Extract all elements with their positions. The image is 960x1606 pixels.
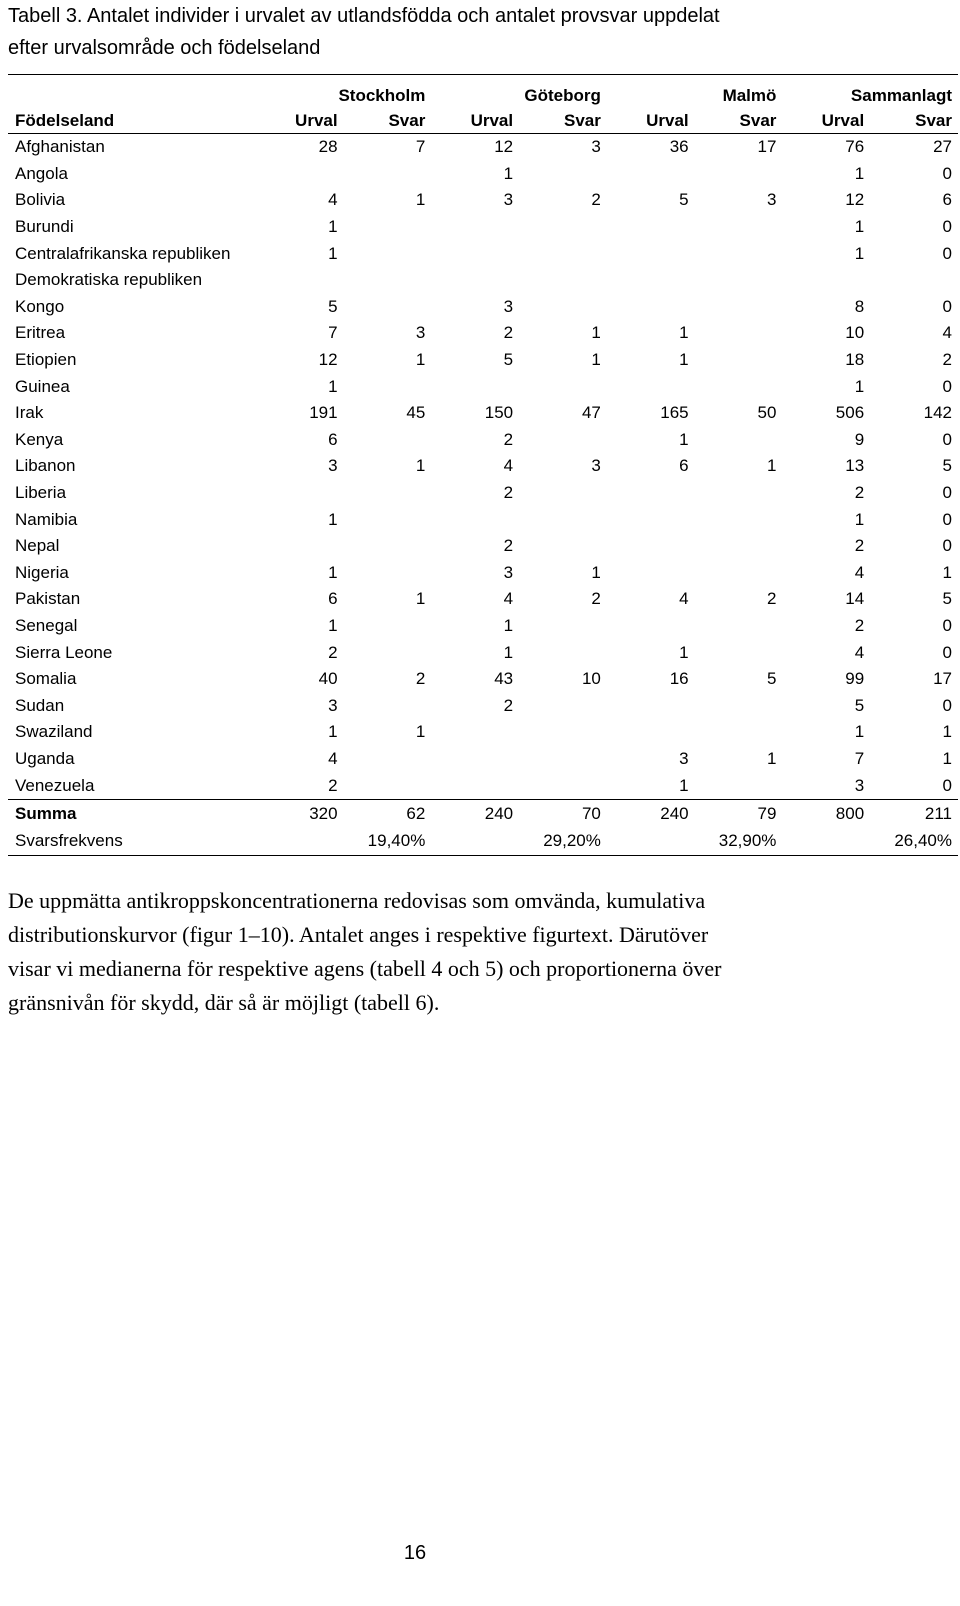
body-paragraph xyxy=(8,884,908,1020)
table-cell: 1 xyxy=(328,562,338,582)
table-row xyxy=(8,692,958,719)
country-cell: Bolivia xyxy=(15,190,66,210)
country-cell: Sierra Leone xyxy=(15,642,113,662)
paragraph-line-1: De uppmätta antikroppskoncentrationerna redovisas som omvända, kumulativa xyxy=(8,888,706,913)
table-cell xyxy=(519,214,607,241)
column-header: Urval xyxy=(782,109,870,134)
table-cell: 5 xyxy=(766,669,777,689)
table-cell xyxy=(344,560,432,587)
table-cell: 4 xyxy=(942,323,952,343)
country-cell: Uganda xyxy=(15,748,75,768)
table-cell: 800 xyxy=(782,799,870,828)
table-cell: 1 xyxy=(679,775,689,795)
table-cell xyxy=(344,294,432,321)
table-cell: 5 xyxy=(328,296,338,316)
column-header: Urval xyxy=(607,109,695,134)
table-cell: 0 xyxy=(942,163,952,183)
table-cell xyxy=(519,613,607,640)
table-cell: 3 xyxy=(591,456,601,476)
sum-row xyxy=(8,799,958,828)
table-cell xyxy=(695,613,783,640)
table-cell: 2 xyxy=(503,483,514,503)
table-cell xyxy=(431,506,519,533)
table-cell xyxy=(607,240,695,267)
table-cell xyxy=(256,267,344,294)
group-header: Malmö xyxy=(722,86,777,105)
table-cell xyxy=(695,320,783,347)
country-cell: Libanon xyxy=(15,456,76,476)
table-cell: 1 xyxy=(415,589,426,609)
table-cell: 2 xyxy=(591,190,601,210)
table-cell: 3 xyxy=(415,323,426,343)
table-cell: 9 xyxy=(854,429,865,449)
table-cell: 3 xyxy=(503,296,514,316)
column-header: Födelseland xyxy=(8,109,256,134)
table-cell: 40 xyxy=(318,669,338,689)
table-cell xyxy=(695,719,783,746)
table-cell xyxy=(519,506,607,533)
table-cell: 1 xyxy=(591,350,601,370)
table-row xyxy=(8,373,958,400)
table-cell: 1 xyxy=(328,509,338,529)
table-cell: 1 xyxy=(679,642,689,662)
table-row xyxy=(8,586,958,613)
table-cell xyxy=(256,480,344,507)
table-cell: 50 xyxy=(757,403,777,423)
column-header: Urval xyxy=(431,109,519,134)
column-header: Svar xyxy=(870,109,958,134)
table-cell xyxy=(695,480,783,507)
table-cell xyxy=(344,506,432,533)
group-header: Göteborg xyxy=(524,86,601,105)
table-cell: 211 xyxy=(870,799,958,828)
caption-line-1: Tabell 3. Antalet individer i urvalet av utlandsfödda och antalet provsvar uppdelat xyxy=(8,5,720,27)
table-cell: 1 xyxy=(591,323,601,343)
table-cell: 3 xyxy=(766,190,777,210)
table-cell: 4 xyxy=(679,589,689,609)
table-cell: 70 xyxy=(519,799,607,828)
table-cell: 5 xyxy=(503,350,514,370)
table-row xyxy=(8,400,958,427)
table-cell: 150 xyxy=(484,403,514,423)
country-cell: Nepal xyxy=(15,536,60,556)
table-row xyxy=(8,214,958,241)
table-cell: 2 xyxy=(415,669,426,689)
table-cell: 2 xyxy=(503,695,514,715)
table-cell: 1 xyxy=(328,376,338,396)
table-cell: 10 xyxy=(581,669,601,689)
page-number: 16 xyxy=(403,1542,427,1564)
table-cell: 32,90% xyxy=(607,828,783,856)
table-cell: 1 xyxy=(854,217,865,237)
table-cell: 3 xyxy=(503,562,514,582)
table-cell xyxy=(344,480,432,507)
country-cell: Liberia xyxy=(15,483,67,503)
table-cell xyxy=(607,480,695,507)
table-row xyxy=(8,480,958,507)
table-cell: 0 xyxy=(942,695,952,715)
table-cell: 1 xyxy=(415,456,426,476)
country-cell: Afghanistan xyxy=(15,137,105,157)
table-cell: 7 xyxy=(328,323,338,343)
country-cell: Etiopien xyxy=(15,350,77,370)
table-cell: 4 xyxy=(503,589,514,609)
table-cell xyxy=(695,560,783,587)
country-cell: Swaziland xyxy=(15,722,93,742)
table-cell: 1 xyxy=(591,562,601,582)
table-cell xyxy=(256,161,344,188)
table-cell xyxy=(695,214,783,241)
paragraph-line-4: gränsnivån för skydd, där så är möjligt (tabell 6). xyxy=(8,990,440,1015)
table-cell xyxy=(431,214,519,241)
table-cell xyxy=(344,427,432,454)
table-row xyxy=(8,267,958,294)
table-cell: 2 xyxy=(854,483,865,503)
column-header: Svar xyxy=(344,109,432,134)
table-row xyxy=(8,240,958,267)
table-cell: 0 xyxy=(942,376,952,396)
table-cell: 10 xyxy=(845,323,865,343)
table-row xyxy=(8,560,958,587)
table-cell xyxy=(344,533,432,560)
table-cell: 1 xyxy=(942,748,952,768)
country-cell: Kongo xyxy=(15,296,65,316)
country-cell: Centralafrikanska republiken xyxy=(15,243,231,263)
table-cell: 3 xyxy=(328,695,338,715)
table-row xyxy=(8,294,958,321)
table-cell xyxy=(344,639,432,666)
group-header: Sammanlagt xyxy=(850,86,952,105)
table-cell: 5 xyxy=(942,589,952,609)
table-cell: 2 xyxy=(503,536,514,556)
table-cell: 1 xyxy=(503,615,514,635)
country-cell: Kenya xyxy=(15,429,64,449)
table-cell: 6 xyxy=(328,589,338,609)
table-cell xyxy=(519,746,607,773)
table-cell: 3 xyxy=(854,775,865,795)
table-row xyxy=(8,533,958,560)
table-cell xyxy=(519,480,607,507)
table-row xyxy=(8,666,958,693)
table-cell: 240 xyxy=(431,799,519,828)
table-cell: 6 xyxy=(328,429,338,449)
table-cell: 4 xyxy=(328,748,338,768)
table-cell xyxy=(519,692,607,719)
table-cell xyxy=(695,294,783,321)
table-cell: 0 xyxy=(942,429,952,449)
table-cell: 165 xyxy=(660,403,689,423)
table-cell xyxy=(431,267,519,294)
table-cell: 7 xyxy=(415,137,426,157)
table-cell xyxy=(519,639,607,666)
response-rate-row xyxy=(8,828,958,856)
table-cell: Summa xyxy=(8,799,256,828)
country-cell: Venezuela xyxy=(15,775,95,795)
table-cell: 62 xyxy=(344,799,432,828)
table-cell: 6 xyxy=(679,456,689,476)
table-cell: 17 xyxy=(933,669,952,689)
table-cell xyxy=(695,692,783,719)
column-header-row xyxy=(8,109,958,134)
table-cell: 2 xyxy=(854,615,865,635)
caption-line-2: efter urvalsområde och födelseland xyxy=(8,37,321,59)
table-cell xyxy=(344,613,432,640)
table-row xyxy=(8,161,958,188)
table-cell xyxy=(607,613,695,640)
table-cell: 29,20% xyxy=(431,828,607,856)
table-cell xyxy=(519,161,607,188)
country-cell: Pakistan xyxy=(15,589,81,609)
table-cell: 13 xyxy=(845,456,865,476)
table-cell: 7 xyxy=(854,748,865,768)
table-cell xyxy=(344,240,432,267)
table-cell xyxy=(519,719,607,746)
table-cell: 76 xyxy=(845,137,865,157)
column-header: Urval xyxy=(256,109,344,134)
table-cell xyxy=(695,373,783,400)
table-row xyxy=(8,639,958,666)
paragraph-line-3: visar vi medianerna för respektive agens (tabell 4 och 5) och proportionerna över xyxy=(8,956,722,981)
table-cell: 1 xyxy=(328,615,338,635)
table-cell: 0 xyxy=(942,217,952,237)
table-cell: 27 xyxy=(933,137,952,157)
table-cell: 79 xyxy=(695,799,783,828)
table-cell xyxy=(695,347,783,374)
table-cell: 43 xyxy=(494,669,514,689)
table-cell: 1 xyxy=(415,722,426,742)
table-cell: 16 xyxy=(669,669,689,689)
table-cell: 240 xyxy=(607,799,695,828)
table-row xyxy=(8,453,958,480)
table-cell: 0 xyxy=(942,775,952,795)
table-cell xyxy=(782,267,870,294)
table-cell: 4 xyxy=(854,642,865,662)
table-cell xyxy=(695,533,783,560)
table-cell xyxy=(344,746,432,773)
table-cell xyxy=(695,161,783,188)
table-cell xyxy=(607,267,695,294)
table-cell xyxy=(695,772,783,799)
table-cell: 4 xyxy=(854,562,865,582)
table-row xyxy=(8,746,958,773)
table-cell: 26,40% xyxy=(782,828,958,856)
table-cell: 1 xyxy=(679,350,689,370)
table-cell xyxy=(519,294,607,321)
country-cell: Namibia xyxy=(15,509,78,529)
country-cell: Nigeria xyxy=(15,562,69,582)
table-cell: 3 xyxy=(328,456,338,476)
table-cell: 506 xyxy=(835,403,865,423)
table-cell: 12 xyxy=(318,350,338,370)
table-cell xyxy=(607,692,695,719)
table-cell xyxy=(607,214,695,241)
country-cell: Sudan xyxy=(15,695,65,715)
table-cell xyxy=(519,427,607,454)
table-row xyxy=(8,320,958,347)
table-cell xyxy=(256,533,344,560)
table-cell xyxy=(870,267,958,294)
table-cell: 1 xyxy=(942,722,952,742)
table-cell: 2 xyxy=(942,350,952,370)
country-cell: Eritrea xyxy=(15,323,66,343)
table-cell xyxy=(607,506,695,533)
table-row xyxy=(8,427,958,454)
table-cell: 8 xyxy=(854,296,865,316)
table-cell xyxy=(431,240,519,267)
table-cell xyxy=(344,692,432,719)
table-cell: 0 xyxy=(942,296,952,316)
table-cell xyxy=(344,772,432,799)
table-cell xyxy=(607,161,695,188)
table-cell: 36 xyxy=(669,137,689,157)
table-cell: 0 xyxy=(942,615,952,635)
country-cell: Somalia xyxy=(15,669,77,689)
table-cell: 1 xyxy=(415,350,426,370)
table-cell xyxy=(344,267,432,294)
table-cell: 14 xyxy=(845,589,865,609)
table-cell: 2 xyxy=(503,323,514,343)
group-header: Stockholm xyxy=(338,86,426,105)
table-cell: 4 xyxy=(328,190,338,210)
table-cell xyxy=(695,639,783,666)
table-cell: 17 xyxy=(757,137,777,157)
paragraph-line-2: distributionskurvor (figur 1–10). Antalet anges i respektive figurtext. Därutöver xyxy=(8,922,709,947)
table-cell xyxy=(431,373,519,400)
country-cell: Guinea xyxy=(15,376,70,396)
table-cell: 1 xyxy=(854,376,865,396)
table-caption xyxy=(8,0,948,64)
table-cell xyxy=(431,772,519,799)
table-cell xyxy=(695,267,783,294)
table-cell: 5 xyxy=(854,695,865,715)
table-cell xyxy=(519,772,607,799)
country-cell: Senegal xyxy=(15,615,78,635)
data-table-container xyxy=(8,74,958,856)
table-cell: 2 xyxy=(591,589,601,609)
table-cell: 12 xyxy=(494,137,514,157)
table-cell xyxy=(519,240,607,267)
table-cell: 1 xyxy=(415,190,426,210)
table-cell: 2 xyxy=(854,536,865,556)
table-cell xyxy=(607,560,695,587)
table-cell: 2 xyxy=(503,429,514,449)
table-cell xyxy=(607,294,695,321)
table-cell: 99 xyxy=(845,669,865,689)
country-cell: Demokratiska republiken xyxy=(15,270,203,290)
table-row xyxy=(8,347,958,374)
country-cell: Burundi xyxy=(15,217,74,237)
table-cell: 0 xyxy=(942,483,952,503)
table-cell xyxy=(695,240,783,267)
table-cell: 1 xyxy=(854,163,865,183)
table-cell xyxy=(519,373,607,400)
table-row xyxy=(8,719,958,746)
table-cell: 12 xyxy=(845,190,865,210)
country-cell: Angola xyxy=(15,163,68,183)
table-cell: 18 xyxy=(845,350,865,370)
table-cell xyxy=(519,533,607,560)
table-row xyxy=(8,506,958,533)
table-cell: 1 xyxy=(503,642,514,662)
table-cell: 191 xyxy=(309,403,338,423)
table-cell: 19,40% xyxy=(256,828,432,856)
table-cell: 45 xyxy=(406,403,426,423)
table-cell: 1 xyxy=(942,562,952,582)
table-cell: 142 xyxy=(923,403,952,423)
table-cell: 5 xyxy=(942,456,952,476)
table-row xyxy=(8,772,958,799)
table-cell: 1 xyxy=(328,243,338,263)
table-cell: 0 xyxy=(942,243,952,263)
table-cell: 1 xyxy=(766,456,777,476)
group-header-row xyxy=(8,81,958,109)
table-cell: 1 xyxy=(854,722,865,742)
table-cell xyxy=(431,746,519,773)
table-cell: 320 xyxy=(256,799,344,828)
table-cell xyxy=(695,506,783,533)
table-cell: 4 xyxy=(503,456,514,476)
data-table xyxy=(8,74,958,856)
column-header: Svar xyxy=(695,109,783,134)
table-cell: 1 xyxy=(328,217,338,237)
table-cell xyxy=(607,719,695,746)
table-cell: 1 xyxy=(766,748,777,768)
table-cell: 0 xyxy=(942,642,952,662)
table-cell: 28 xyxy=(318,137,338,157)
table-cell: 47 xyxy=(581,403,601,423)
table-cell: 2 xyxy=(328,775,338,795)
table-cell: 2 xyxy=(328,642,338,662)
table-cell xyxy=(431,719,519,746)
table-cell: 0 xyxy=(942,509,952,529)
table-cell xyxy=(344,373,432,400)
table-row xyxy=(8,613,958,640)
table-cell: 1 xyxy=(503,163,514,183)
table-body xyxy=(8,134,958,800)
table-cell: 1 xyxy=(854,243,865,263)
table-cell: 6 xyxy=(942,190,952,210)
table-cell xyxy=(344,161,432,188)
table-cell: 3 xyxy=(503,190,514,210)
table-cell: 1 xyxy=(679,429,689,449)
table-cell: 1 xyxy=(854,509,865,529)
table-cell: 5 xyxy=(679,190,689,210)
column-header: Svar xyxy=(519,109,607,134)
table-cell: 1 xyxy=(679,323,689,343)
table-cell: 3 xyxy=(591,137,601,157)
table-cell xyxy=(607,373,695,400)
table-row xyxy=(8,134,958,161)
table-cell: 2 xyxy=(766,589,777,609)
country-cell: Irak xyxy=(15,403,44,423)
table-cell xyxy=(607,533,695,560)
table-cell: 0 xyxy=(942,536,952,556)
table-row xyxy=(8,187,958,214)
table-cell xyxy=(519,267,607,294)
table-cell xyxy=(695,427,783,454)
table-cell: Svarsfrekvens xyxy=(8,828,256,856)
table-cell: 1 xyxy=(328,722,338,742)
table-cell xyxy=(344,214,432,241)
table-cell: 3 xyxy=(679,748,689,768)
